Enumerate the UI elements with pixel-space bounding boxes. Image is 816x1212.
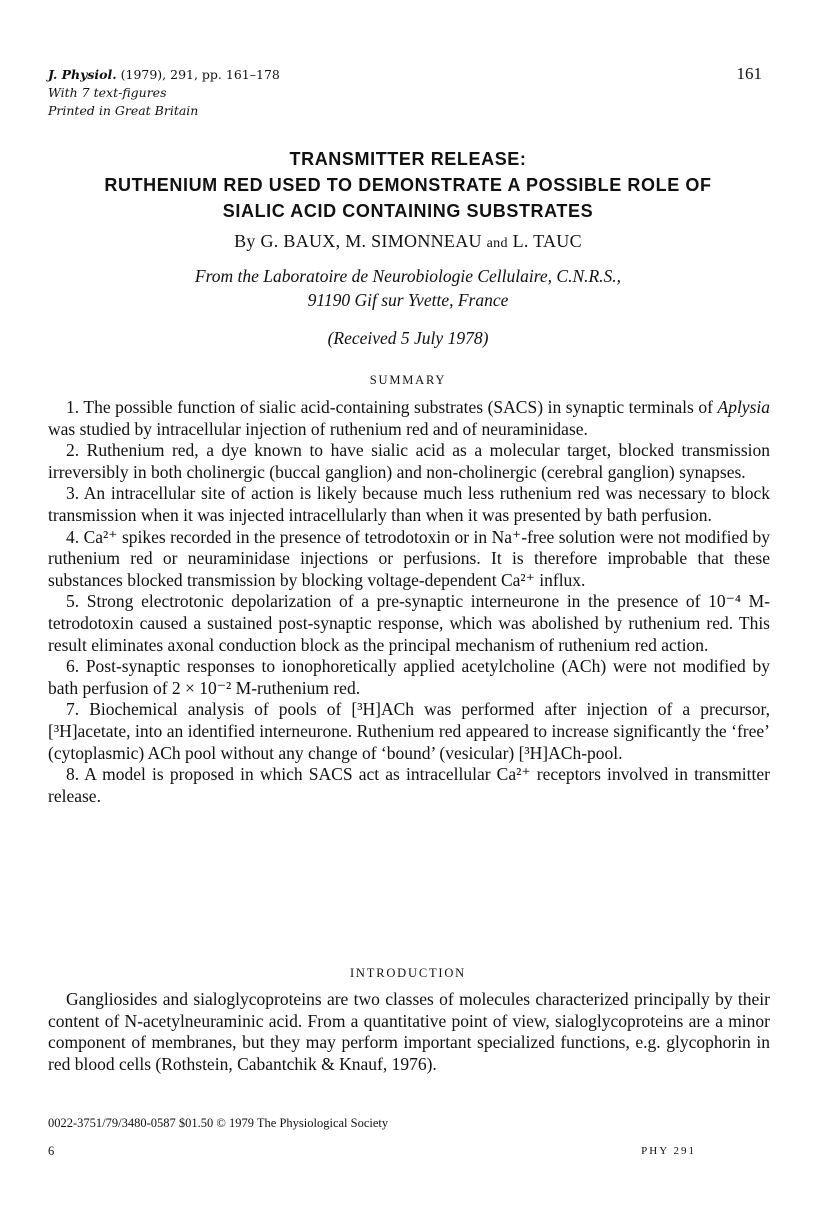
affiliation (0, 264, 816, 312)
title-line-1: TRANSMITTER RELEASE: (289, 149, 527, 169)
summary-item: 6. Post-synaptic responses to ionophoretically applied acetylcholine (ACh) were not modified by bath perfusion of 2 × 10⁻² M-ruthenium red. (48, 656, 770, 698)
summary-item: 8. A model is proposed in which SACS act as intracellular Ca²⁺ receptors involved in transmitter release. (48, 764, 770, 806)
page-number: 161 (736, 64, 762, 83)
sheet-number: 6 (48, 1144, 55, 1158)
summary-item: 3. An intracellular site of action is likely because much less ruthenium red was necessary to block transmission when it was injected intracellularly than when it was presented by bath perfusion. (48, 483, 770, 525)
journal-abbrev: J. Physiol. (48, 67, 117, 82)
byline-by: By (234, 231, 256, 251)
introduction-paragraph: Gangliosides and sialoglycoproteins are two classes of molecules characterized principally by their content of N-acetylneuraminic acid. From a quantitative point of view, sialoglycoproteins are a minor component of membranes, but they may perform important specialized functions, e.g. glycophorin in red blood cells (Rothstein, Cabantchik & Knauf, 1976). (48, 989, 770, 1074)
author-3: L. TAUC (512, 231, 582, 251)
printed-note: Printed in Great Britain (48, 103, 199, 118)
author-1: G. BAUX, (260, 231, 341, 251)
summary-heading: SUMMARY (369, 373, 447, 387)
received-date: (Received 5 July 1978) (327, 328, 489, 348)
article-title (0, 146, 816, 224)
summary-list (48, 397, 770, 807)
summary-item: 7. Biochemical analysis of pools of [³H]ACh was performed after injection of a precursor, [³H]acetate, into an identified interneurone. Ruthenium red appeared to increase significantly the ‘free’ (cytoplasmic) ACh pool without any change of ‘bound’ (vesicular) [³H]ACh-pool. (48, 699, 770, 763)
affiliation-line-2: 91190 Gif sur Yvette, France (307, 290, 509, 310)
title-line-2: RUTHENIUM RED USED TO DEMONSTRATE A POSSIBLE ROLE OF (104, 175, 712, 195)
introduction-heading: INTRODUCTION (349, 966, 467, 980)
journal-year-volume: (1979), 291, pp. 161–178 (120, 67, 280, 82)
introduction-body (48, 989, 770, 1075)
author-byline (0, 231, 816, 252)
phy-mark: PHY 291 (641, 1145, 696, 1157)
summary-item: 1. The possible function of sialic acid-containing substrates (SACS) in synaptic terminals of Aplysia was studied by intracellular injection of ruthenium red and of neuraminidase. (48, 397, 770, 439)
summary-item: 5. Strong electrotonic depolarization of a pre-synaptic interneurone in the presence of 10⁻⁴ M-tetrodotoxin caused a sustained post-synaptic response, which was abolished by ruthenium red. This result eliminates axonal conduction block as the principal mechanism of ruthenium red action. (48, 591, 770, 655)
figures-note: With 7 text-figures (48, 85, 167, 100)
affiliation-line-1: From the Laboratoire de Neurobiologie Cellulaire, C.N.R.S., (194, 266, 622, 286)
summary-item: 2. Ruthenium red, a dye known to have sialic acid as a molecular target, blocked transmission irreversibly in both cholinergic (buccal ganglion) and non-cholinergic (cerebral ganglion) synapses. (48, 440, 770, 482)
journal-citation (48, 66, 280, 120)
title-line-3: SIALIC ACID CONTAINING SUBSTRATES (222, 201, 594, 221)
byline-and: and (486, 236, 508, 251)
copyright-line: 0022-3751/79/3480-0587 $01.50 © 1979 The Physiological Society (48, 1116, 389, 1130)
journal-line (48, 66, 280, 84)
author-2: M. SIMONNEAU (345, 231, 482, 251)
summary-item: 4. Ca²⁺ spikes recorded in the presence of tetrodotoxin or in Na⁺-free solution were not modified by ruthenium red or neuraminidase injections or perfusions. It is therefore improbable that these substances blocked transmission by blocking voltage-dependent Ca²⁺ influx. (48, 526, 770, 590)
